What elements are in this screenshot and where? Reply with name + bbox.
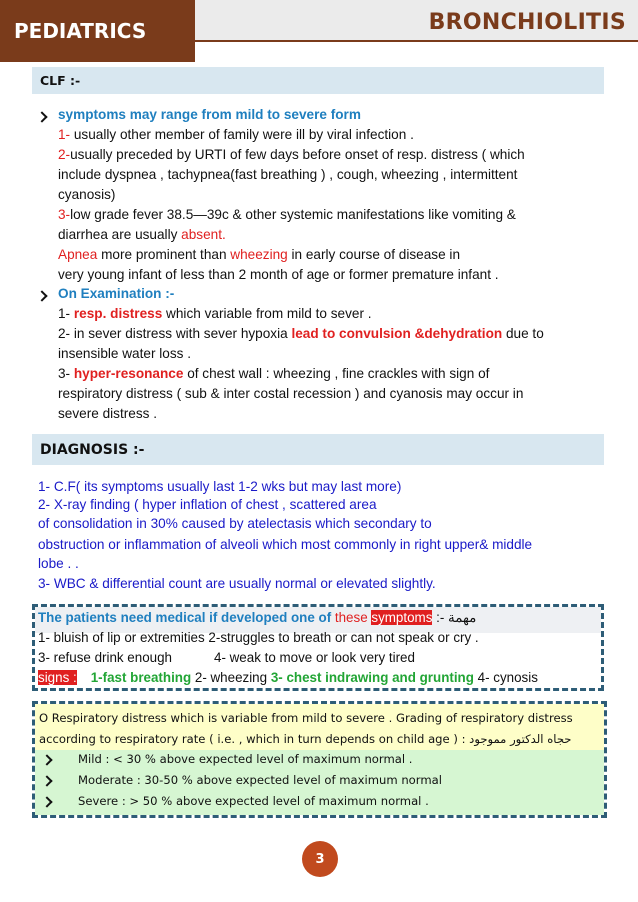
grading-intro-line-2: according to respiratory rate ( i.e. , which in turn depends on child age ) : حجاه الدكتور مموجود [39,732,572,746]
diagnosis-line-3: 3- WBC & differential count are usually normal or elevated slightly. [38,576,436,591]
exam-line-1: 1- resp. distress which variable from mild to sever . [58,306,372,321]
exam-line-3b: respiratory distress ( sub & inter costal recession ) and cyanosis may occur in [58,386,524,401]
grading-intro-line-1: O Respiratory distress which is variable from mild to severe . Grading of respiratory distress [39,711,573,725]
clf-bullet-symptoms: symptoms may range from mild to severe form [58,107,361,122]
diagnosis-line-2b: of consolidation in 30% caused by atelectasis which secondary to [38,516,432,531]
diagnosis-line-1: 1- C.F( its symptoms usually last 1-2 wks but may last more) [38,479,402,494]
exam-line-2b: insensible water loss . [58,346,191,361]
exam-line-3c: severe distress . [58,406,157,421]
box1-row-1: 1- bluish of lip or extremities 2-struggles to breath or can not speak or cry . [38,630,479,645]
diagnosis-line-2c: obstruction or inflammation of alveoli which most commonly in right upper& middle [38,537,533,552]
header-left-title: PEDIATRICS [14,19,147,43]
clf-apnea-line-2: very young infant of less than 2 month of age or former premature infant . [58,267,499,282]
diagnosis-line-2d: lobe . . [38,556,79,571]
clf-line-2: 2-usually preceded by URTI of few days before onset of resp. distress ( which [58,147,525,162]
exam-line-3: 3- hyper-resonance of chest wall : wheezing , fine crackles with sign of [58,366,490,381]
grading-moderate: Moderate : 30-50 % above expected level of maximum normal [78,773,442,787]
diagnosis-heading: DIAGNOSIS :- [32,434,604,465]
clf-line-2b: include dyspnea , tachypnea(fast breathing ) , cough, wheezing , intermittent [58,167,518,182]
clf-bullet-examination: On Examination :- [58,286,175,301]
clf-apnea-line: Apnea more prominent than wheezing in early course of disease in [58,247,461,262]
box1-signs-row: signs : 1-fast breathing 2- wheezing 3- chest indrawing and grunting 4- cynosis [38,670,538,685]
grading-mild: Mild : < 30 % above expected level of maximum normal . [78,752,413,766]
page-number-badge: 3 [302,841,338,877]
diagnosis-line-2: 2- X-ray finding ( hyper inflation of chest , scattered area [38,497,377,512]
exam-line-2: 2- in sever distress with sever hypoxia lead to convulsion &dehydration due to [58,326,544,341]
clf-line-3: 3-low grade fever 38.5—39c & other systemic manifestations like vomiting & [58,207,516,222]
box1-row-2: 3- refuse drink enough 4- weak to move or look very tired [38,650,415,665]
header-topic-title: BRONCHIOLITIS [428,10,626,35]
clf-line-2c: cyanosis) [58,187,116,202]
box1-lead-line: The patients need medical if developed one of these symptoms :- مهمة [38,610,477,625]
chevron-right-icon [36,290,47,301]
chevron-right-icon [36,111,47,122]
grading-severe: Severe : > 50 % above expected level of maximum normal . [78,794,429,808]
clf-line-1: 1- usually other member of family were ill by viral infection . [58,127,414,142]
header-section-tab [0,0,195,62]
clf-heading: CLF :- [32,67,604,94]
clf-line-3b: diarrhea are usually absent. [58,227,226,242]
